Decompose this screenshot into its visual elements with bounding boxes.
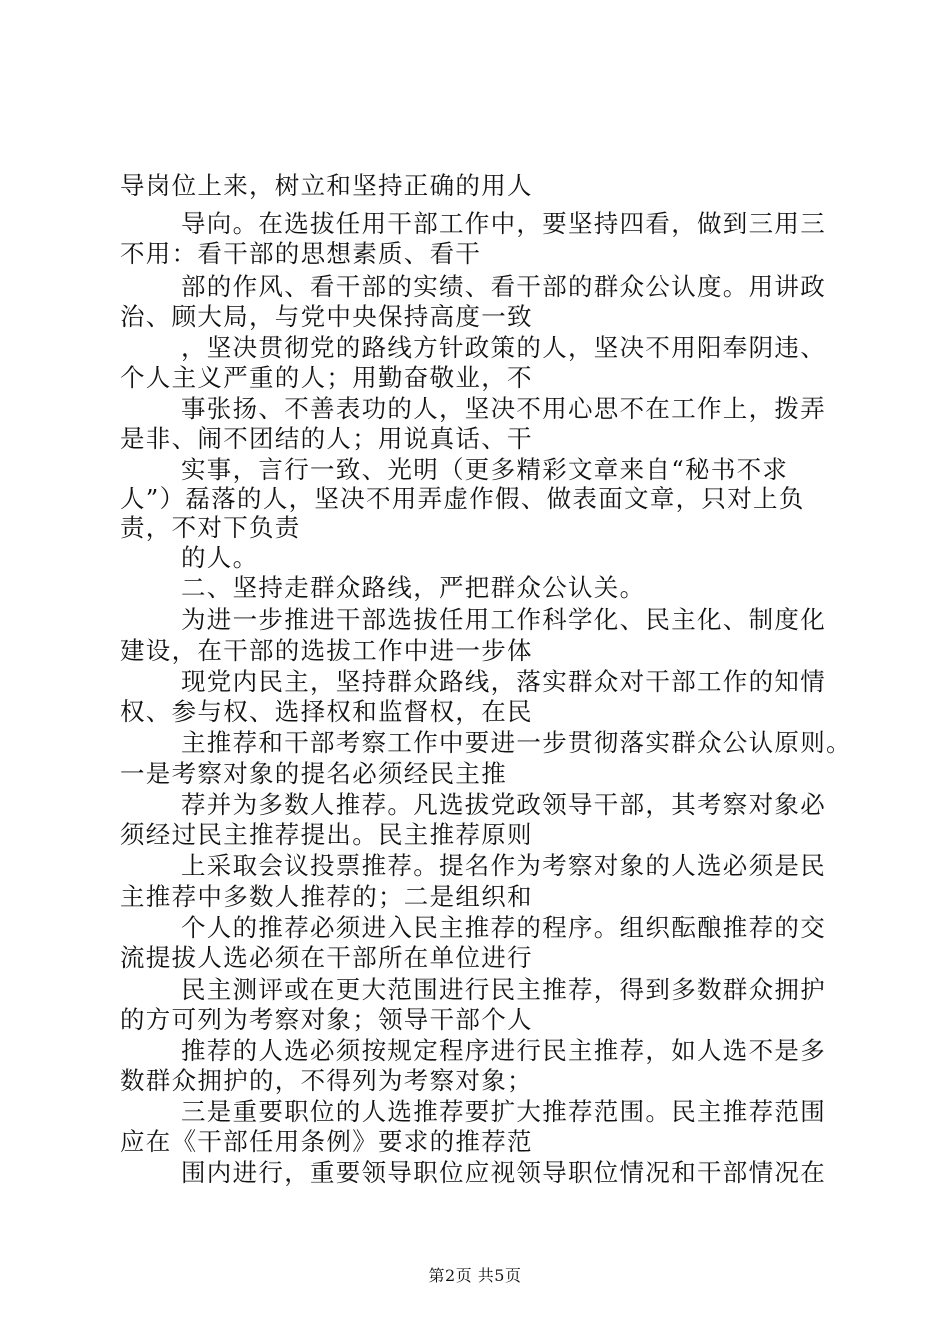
paragraph-line: 不用：看干部的思想素质、看干 (120, 239, 482, 268)
paragraph-line: 权、参与权、选择权和监督权，在民 (120, 697, 533, 726)
paragraph-line: 部的作风、看干部的实绩、看干部的群众公认度。用讲政 (181, 272, 826, 301)
paragraph-line: 应在《干部任用条例》要求的推荐范 (120, 1127, 533, 1156)
paragraph-line: ，坚决贯彻党的路线方针政策的人，坚决不用阳奉阴违、 (181, 333, 826, 362)
paragraph-line: 导岗位上来，树立和坚持正确的用人 (120, 171, 533, 200)
paragraph-line: 个人的推荐必须进入民主推荐的程序。组织酝酿推荐的交 (181, 913, 826, 942)
paragraph-line: 为进一步推进干部选拔任用工作科学化、民主化、制度化 (181, 605, 826, 634)
paragraph-line: 主推荐和干部考察工作中要进一步贯彻落实群众公认原则。 (181, 728, 852, 757)
paragraph-line: 是非、闹不团结的人；用说真话、干 (120, 424, 533, 453)
paragraph-line: 须经过民主推荐提出。民主推荐原则 (120, 820, 533, 849)
paragraph-line: 荐并为多数人推荐。凡选拔党政领导干部，其考察对象必 (181, 790, 826, 819)
paragraph-line: 治、顾大局，与党中央保持高度一致 (120, 302, 533, 331)
paragraph-line: 现党内民主，坚持群众路线，落实群众对干部工作的知情 (181, 667, 826, 696)
paragraph-line: 数群众拥护的，不得列为考察对象； (120, 1066, 533, 1095)
paragraph-line: 导向。在选拔任用干部工作中，要坚持四看，做到三用三 (181, 209, 826, 238)
paragraph-line: 的人。 (181, 543, 259, 572)
paragraph-line: 上采取会议投票推荐。提名作为考察对象的人选必须是民 (181, 851, 826, 880)
paragraph-line: 建设，在干部的选拔工作中进一步体 (120, 636, 533, 665)
page-number-footer: 第2页 共5页 (428, 1266, 522, 1285)
paragraph-line: 事张扬、不善表功的人，坚决不用心思不在工作上，拨弄 (181, 394, 826, 423)
paragraph-line: 实事，言行一致、光明（更多精彩文章来自“秘书不求 (181, 455, 789, 484)
section-heading: 二、坚持走群众路线，严把群众公认关。 (181, 573, 646, 602)
paragraph-line: 一是考察对象的提名必须经民主推 (120, 759, 507, 788)
paragraph-line: 围内进行，重要领导职位应视领导职位情况和干部情况在 (181, 1158, 826, 1187)
paragraph-line: 三是重要职位的人选推荐要扩大推荐范围。民主推荐范围 (181, 1097, 826, 1126)
paragraph-line: 民主测评或在更大范围进行民主推荐，得到多数群众拥护 (181, 975, 826, 1004)
paragraph-line: 推荐的人选必须按规定程序进行民主推荐，如人选不是多 (181, 1036, 826, 1065)
paragraph-line: 流提拔人选必须在干部所在单位进行 (120, 943, 533, 972)
paragraph-line: 主推荐中多数人推荐的；二是组织和 (120, 882, 533, 911)
paragraph-line: 责，不对下负责 (120, 513, 301, 542)
paragraph-line: 人”）磊落的人，坚决不用弄虚作假、做表面文章，只对上负 (120, 484, 805, 513)
paragraph-line: 个人主义严重的人；用勤奋敬业，不 (120, 363, 533, 392)
paragraph-line: 的方可列为考察对象；领导干部个人 (120, 1005, 533, 1034)
